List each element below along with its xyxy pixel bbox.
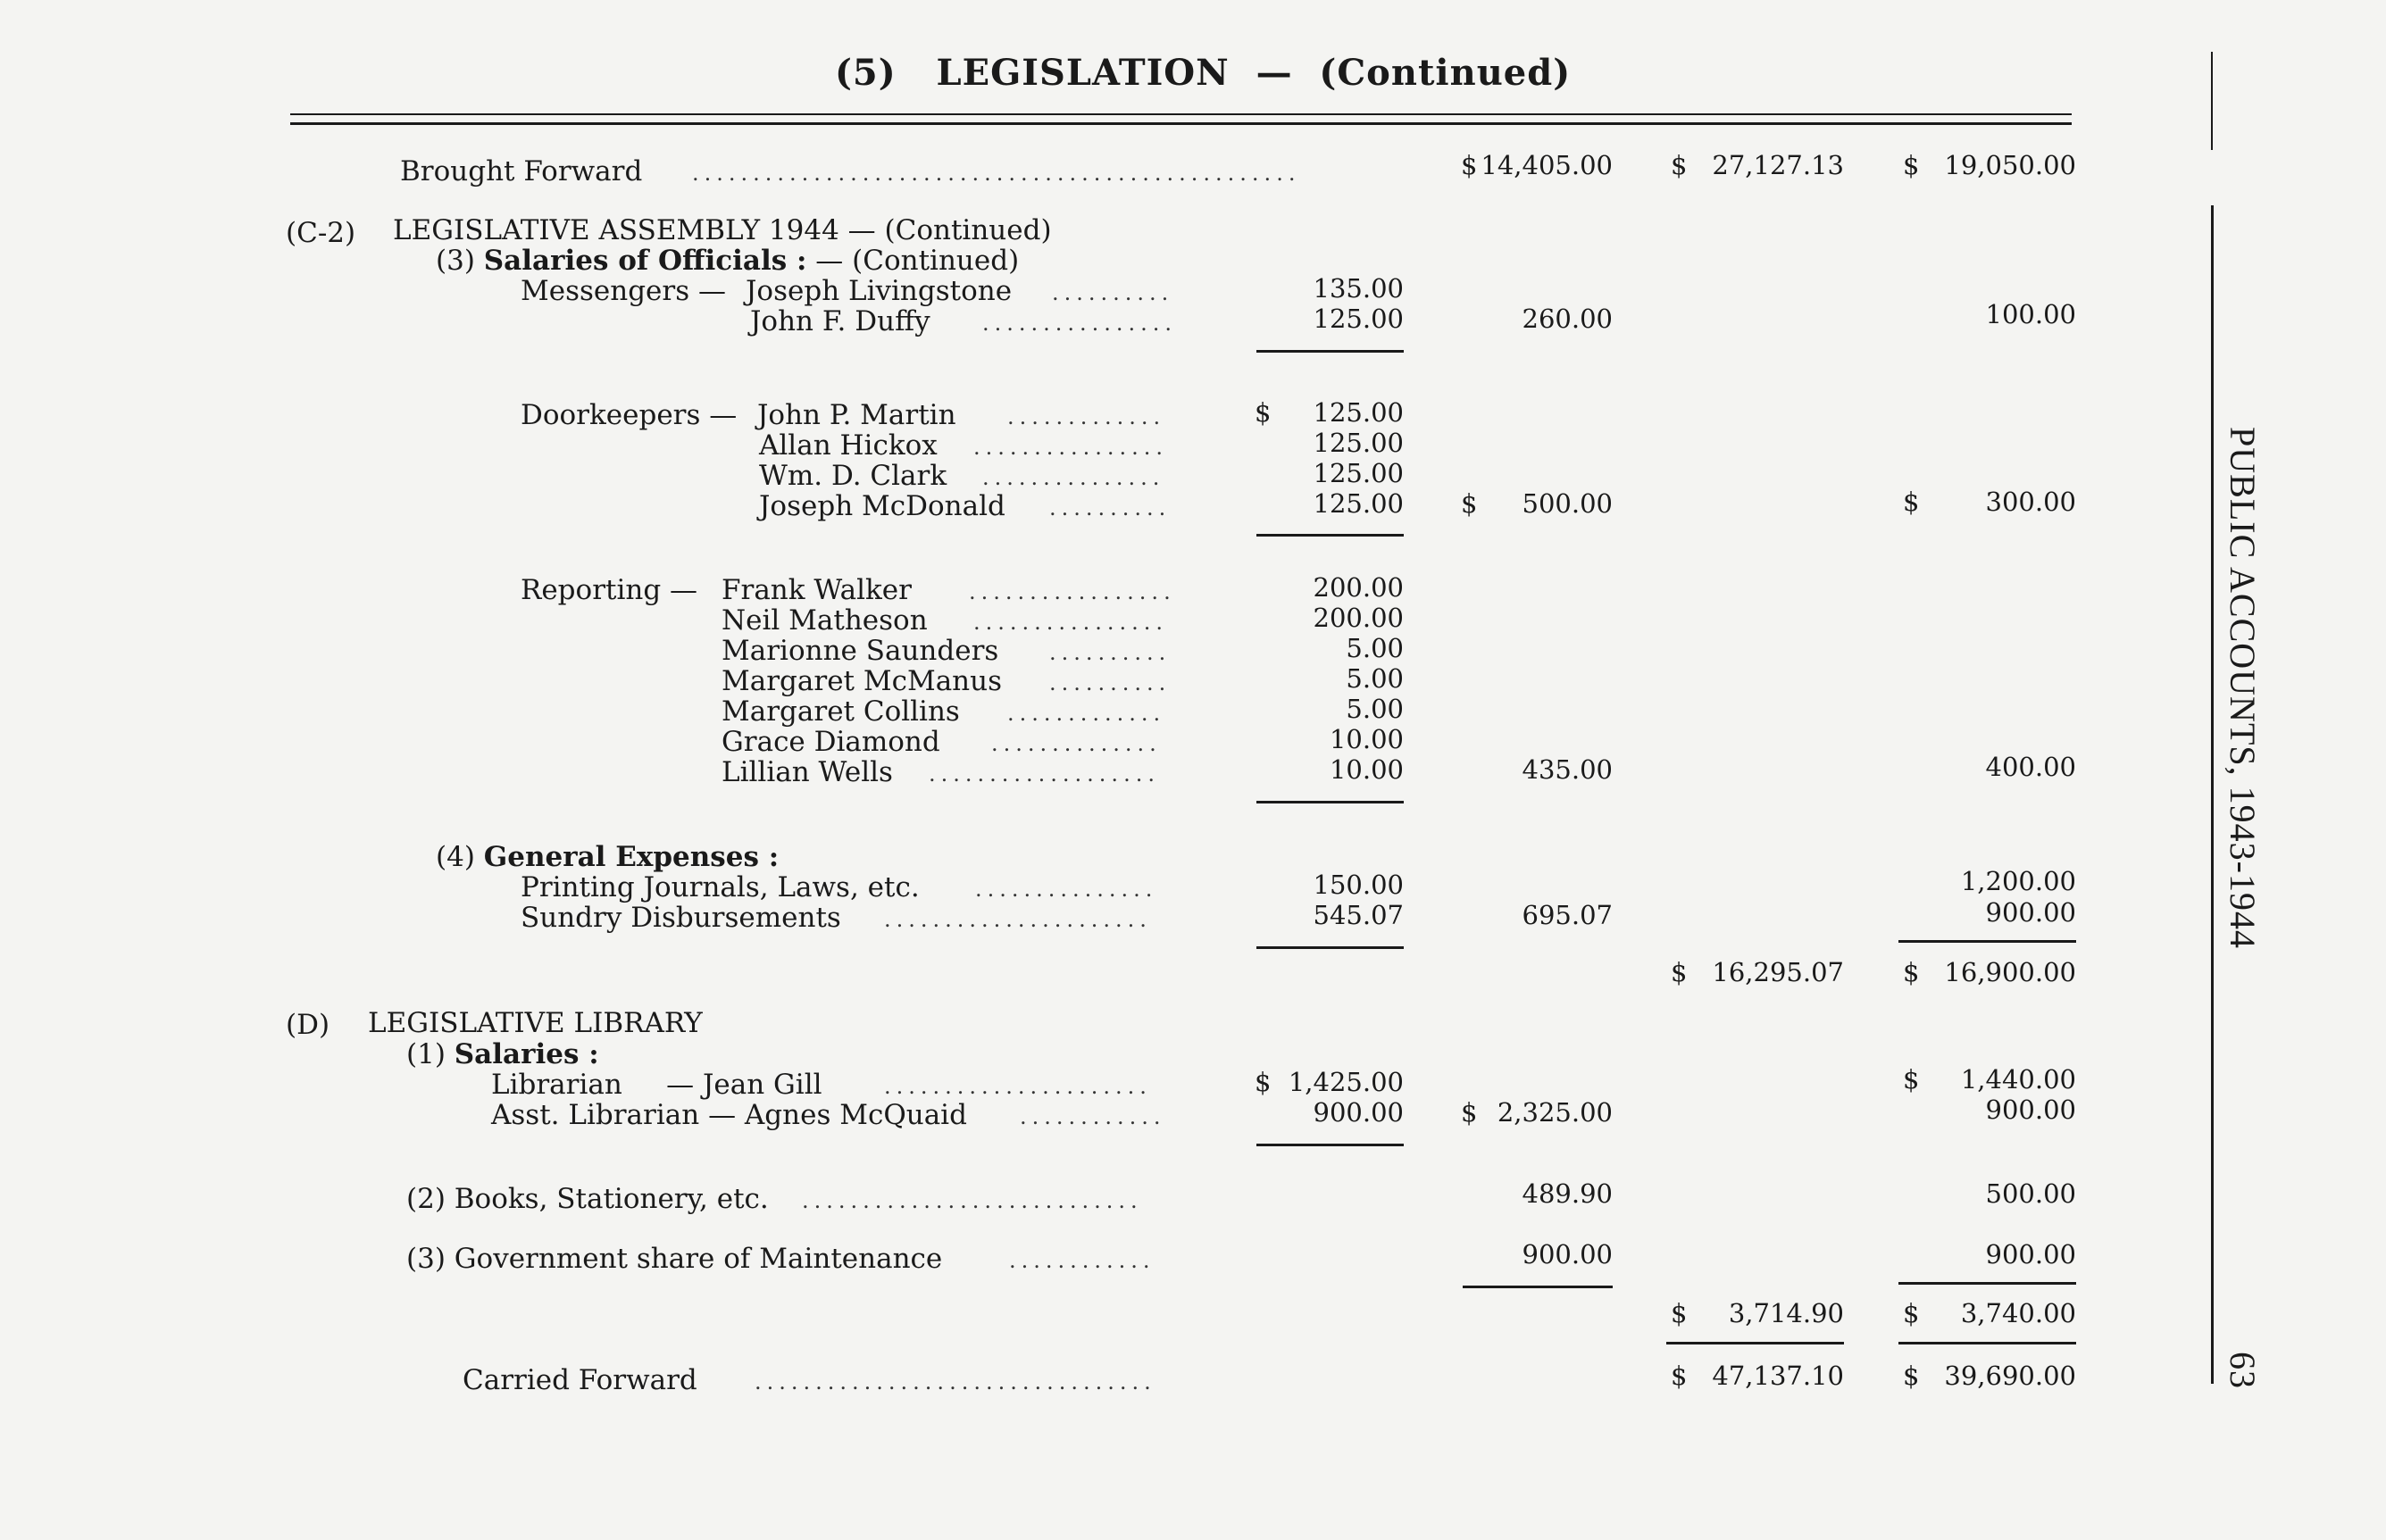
- doorkeepers-estimate: 300.00: [1985, 487, 2076, 517]
- list-item: John F. Duffy: [750, 305, 930, 337]
- c2-total-col4: 16,900.00: [1944, 957, 2076, 987]
- c2-total-col3: 16,295.07: [1712, 957, 1844, 987]
- list-item: Grace Diamond: [722, 726, 940, 758]
- general-subtotal: 695.07: [1522, 900, 1613, 930]
- amount: 200.00: [1313, 572, 1404, 603]
- amount: 125.00: [1313, 488, 1404, 519]
- section-code-c2: (C-2): [286, 217, 356, 249]
- d-total-col4: 3,740.00: [1960, 1298, 2076, 1328]
- side-rule-top: [2211, 52, 2213, 150]
- ledger-page: (5) LEGISLATION — (Continued) PUBLIC ACCOUNTS, 1943-1944 63 Brought Forward .................................................. $ 14,405.00 $ 27,127.13 $ 19,050.00 (C-2) LEGISLATIVE ASSEMBLY 1944 — (Continued) (3) Salaries of Officials : — (Continued) Messengers — Joseph Livingstone .......... 135.00 John F. Duffy ................ 125.00 260.00 100.00 Doorkeepers — John P. Martin ............. $ 125.00 Allan Hickox ................ 125.00 Wm. D. Clark ............... 125.00 Joseph McDonald .......... 125.00 $ 500.00 $ 300.00 Reporting — Frank Walker ................. 200.00 Neil Matheson ................ 200.00 Marionne Saunders .......... 5.00 Margaret McManus .......... 5.00 Margaret Collins ............. 5.00 Grace Diamond .............. 10.00 Lillian Wells ................... 10.00 435.00 400.00 (4) General Expenses : Printing Journals, Laws, etc. ............... 150.00 1,200.00 Sundry Disbursements ...................... 545.07 695.07 900.00 $ 16,295.07 $ 16,900.00 (D) LEGISLATIVE LIBRARY (1) Salaries : Librarian — Jean Gill ...................... $ 1,425.00 $ 1,440.00 Asst. Librarian — Agnes McQuaid ............ 900.00 $ 2,325.00 900.00 (2) Books, Stationery, etc. ............................ 489.90 500.00 (3) Government share of Maintenance ............ 900.00 900.00 $ 3,714.90 $ 3,740.00 Carried Forward ................................. $ 47,137.10 $ 39,690.00: [286, 52, 2263, 1396]
- side-rule: [2211, 205, 2214, 1384]
- list-item: Frank Walker: [722, 574, 912, 606]
- amount: 1,425.00: [1288, 1067, 1404, 1097]
- amount: 125.00: [1313, 304, 1404, 334]
- maintenance-label: (3) Government share of Maintenance: [406, 1243, 943, 1275]
- d-total-col3: 3,714.90: [1728, 1298, 1844, 1328]
- books-amount: 489.90: [1522, 1178, 1613, 1209]
- subheading-general-expenses: (4) General Expenses :: [436, 841, 780, 873]
- reporting-prefix: Reporting —: [521, 574, 698, 606]
- reporting-estimate: 400.00: [1985, 752, 2076, 782]
- amount: 125.00: [1313, 458, 1404, 488]
- amount: 200.00: [1313, 603, 1404, 633]
- amount: 5.00: [1346, 694, 1404, 724]
- list-item: Joseph Livingstone: [746, 275, 1013, 307]
- header-rule-bottom: [290, 122, 2072, 125]
- section-heading-d: LEGISLATIVE LIBRARY: [368, 1007, 703, 1039]
- page-number: 63: [2223, 1352, 2263, 1389]
- amount: 5.00: [1346, 663, 1404, 694]
- amount: 125.00: [1313, 428, 1404, 458]
- amount: 900.00: [1313, 1097, 1404, 1128]
- estimate: 1,200.00: [1960, 866, 2076, 896]
- carried-forward-label: Carried Forward: [463, 1364, 697, 1396]
- list-item: Wm. D. Clark: [759, 460, 947, 492]
- library-salaries-subtotal: 2,325.00: [1497, 1097, 1613, 1128]
- section-heading-c2: LEGISLATIVE ASSEMBLY 1944 — (Continued): [393, 214, 1052, 246]
- list-item: John P. Martin: [757, 399, 956, 431]
- maintenance-estimate: 900.00: [1985, 1239, 2076, 1269]
- estimate: 900.00: [1985, 897, 2076, 928]
- doorkeepers-prefix: Doorkeepers —: [521, 399, 738, 431]
- list-item: Allan Hickox: [759, 429, 938, 462]
- subheading-library-salaries: (1) Salaries :: [406, 1038, 599, 1070]
- list-item: Sundry Disbursements: [521, 902, 841, 934]
- amount: 545.07: [1313, 900, 1404, 930]
- books-label: (2) Books, Stationery, etc.: [406, 1183, 769, 1215]
- leader-dots: ..................................................: [692, 161, 1301, 186]
- running-title: PUBLIC ACCOUNTS, 1943-1944: [2223, 427, 2263, 949]
- list-item: Printing Journals, Laws, etc.: [521, 871, 920, 903]
- messengers-prefix: Messengers —: [521, 275, 726, 307]
- list-item: Librarian — Jean Gill: [491, 1069, 822, 1101]
- list-item: Neil Matheson: [722, 604, 928, 637]
- brought-forward-col4: 19,050.00: [1944, 150, 2076, 180]
- list-item: Joseph McDonald: [759, 490, 1005, 522]
- amount: 10.00: [1329, 724, 1404, 754]
- estimate: 900.00: [1985, 1095, 2076, 1125]
- books-estimate: 500.00: [1985, 1178, 2076, 1209]
- list-item: Lillian Wells: [722, 756, 893, 788]
- doorkeepers-subtotal: 500.00: [1522, 488, 1613, 519]
- section-code-d: (D): [286, 1009, 330, 1041]
- messengers-estimate: 100.00: [1985, 299, 2076, 329]
- amount: 135.00: [1313, 273, 1404, 304]
- header-rule-top: [290, 113, 2072, 115]
- section-title: LEGISLATION: [936, 52, 1230, 94]
- amount: 5.00: [1346, 633, 1404, 663]
- estimate: 1,440.00: [1960, 1064, 2076, 1095]
- brought-forward-col3: 27,127.13: [1712, 150, 1844, 180]
- messengers-subtotal: 260.00: [1522, 304, 1613, 334]
- list-item: Asst. Librarian — Agnes McQuaid: [491, 1099, 967, 1131]
- brought-forward-label: Brought Forward: [400, 155, 643, 187]
- carried-forward-col4: 39,690.00: [1944, 1361, 2076, 1391]
- maintenance-amount: 900.00: [1522, 1239, 1613, 1269]
- section-number: (5): [835, 52, 897, 94]
- page-header: (5) LEGISLATION — (Continued): [835, 52, 1572, 94]
- continued-label: (Continued): [1319, 52, 1572, 94]
- reporting-subtotal: 435.00: [1522, 754, 1613, 785]
- brought-forward-col2: 14,405.00: [1481, 150, 1613, 180]
- list-item: Marionne Saunders: [722, 635, 999, 667]
- list-item: Margaret Collins: [722, 695, 960, 728]
- amount: 125.00: [1313, 397, 1404, 428]
- carried-forward-col3: 47,137.10: [1712, 1361, 1844, 1391]
- subheading-salaries-officials: (3) Salaries of Officials : — (Continued): [436, 245, 1020, 277]
- amount: 150.00: [1313, 870, 1404, 900]
- list-item: Margaret McManus: [722, 665, 1003, 697]
- amount: 10.00: [1329, 754, 1404, 785]
